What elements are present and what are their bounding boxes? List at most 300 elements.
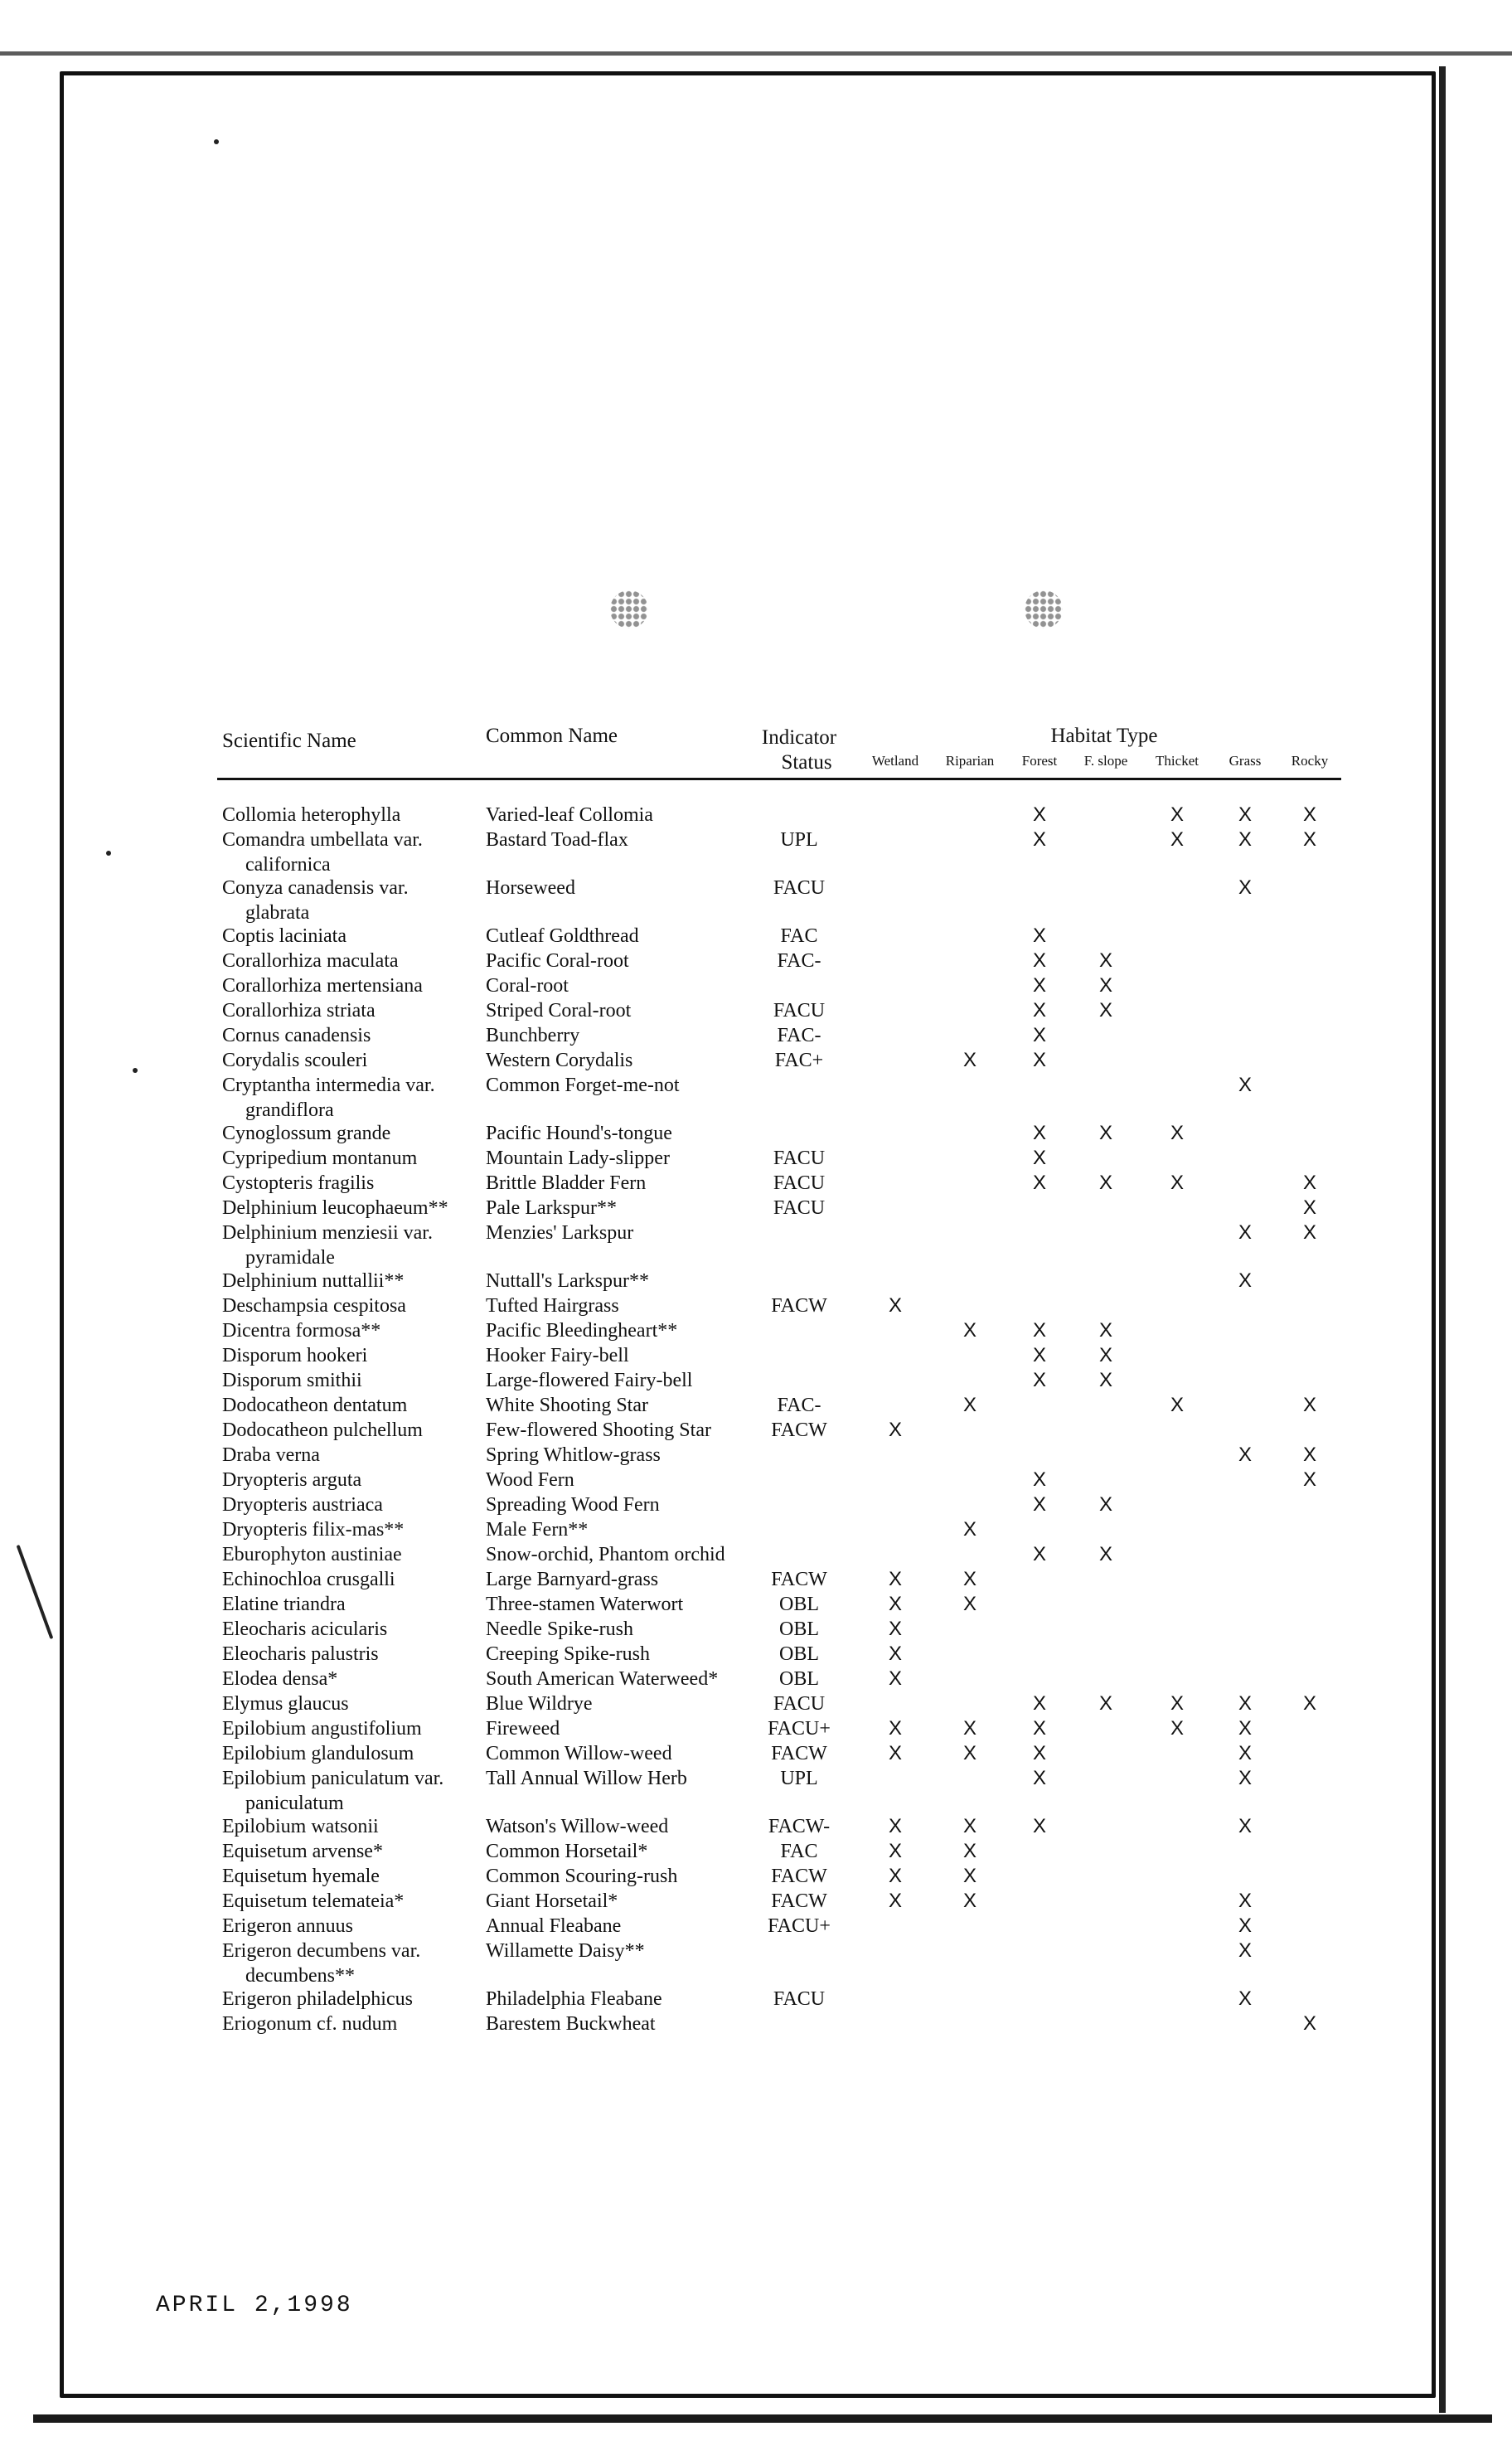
habitat-mark-grass: X: [1238, 1914, 1253, 1937]
common-name: Pacific Bleedingheart**: [486, 1320, 678, 1342]
habitat-mark-forest: X: [1032, 1717, 1047, 1740]
header-thicket: Thicket: [1156, 753, 1199, 769]
habitat-mark-thicket: X: [1170, 1717, 1185, 1740]
common-name: Coral-root: [486, 975, 569, 997]
scientific-name: [222, 1492, 383, 1517]
header-rule: [217, 778, 1341, 780]
habitat-mark-fslope: X: [1098, 974, 1113, 997]
habitat-mark-thicket: X: [1170, 1394, 1185, 1416]
table-row: [0, 1814, 1512, 1839]
habitat-mark-rocky: X: [1302, 1444, 1317, 1466]
scientific-name-line: Dodocatheon pulchellum: [222, 1419, 423, 1441]
scientific-name-line: Dryopteris austriaca: [222, 1494, 383, 1516]
scientific-name-line: Eleocharis palustris: [222, 1643, 379, 1665]
scientific-name-line: Cystopteris fragilis: [222, 1172, 375, 1194]
habitat-mark-grass: X: [1238, 803, 1253, 826]
table-row: [0, 1889, 1512, 1914]
scientific-name: [222, 1171, 374, 1196]
habitat-mark-grass: X: [1238, 1890, 1253, 1912]
habitat-mark-thicket: X: [1170, 828, 1185, 851]
habitat-mark-riparian: X: [962, 1049, 977, 1071]
habitat-mark-grass: X: [1238, 1444, 1253, 1466]
scientific-name-line: Cornus canadensis: [222, 1025, 371, 1046]
scientific-name-line: Comandra umbellata var.: [222, 829, 423, 851]
habitat-mark-grass: X: [1238, 1767, 1253, 1789]
scientific-name-continuation: glabrata: [245, 902, 310, 924]
habitat-mark-wetland: X: [888, 1865, 903, 1887]
table-row: [0, 2012, 1512, 2036]
habitat-mark-forest: X: [1032, 949, 1047, 972]
common-name: Three-stamen Waterwort: [486, 1594, 684, 1615]
header-forest: Forest: [1021, 753, 1058, 769]
common-name: White Shooting Star: [486, 1395, 648, 1416]
common-name: Horseweed: [486, 877, 575, 899]
common-name: Bastard Toad-flax: [486, 829, 628, 851]
common-name: Giant Horsetail*: [486, 1890, 618, 1912]
table-row: [0, 1914, 1512, 1939]
table-row: [0, 1023, 1512, 1048]
table-row: [0, 973, 1512, 998]
habitat-mark-forest: X: [1032, 1543, 1047, 1565]
common-name: Mountain Lady-slipper: [486, 1148, 670, 1169]
indicator-status: FACU: [773, 1693, 826, 1715]
habitat-mark-forest: X: [1032, 1493, 1047, 1516]
habitat-mark-rocky: X: [1302, 1468, 1317, 1491]
scientific-name: [222, 1617, 387, 1642]
habitat-mark-fslope: X: [1098, 1493, 1113, 1516]
scientific-name: [222, 1542, 402, 1567]
habitat-mark-forest: X: [1032, 1049, 1047, 1071]
scientific-name-line: Cynoglossum grande: [222, 1123, 391, 1144]
common-name: Common Horsetail*: [486, 1841, 648, 1862]
scientific-name-continuation: pyramidale: [245, 1247, 335, 1269]
scientific-name-continuation: grandiflora: [245, 1099, 334, 1121]
scientific-name-line: Dryopteris arguta: [222, 1469, 362, 1491]
habitat-mark-riparian: X: [962, 1717, 977, 1740]
habitat-mark-rocky: X: [1302, 828, 1317, 851]
table-row: [0, 1691, 1512, 1716]
scientific-name-line: Corydalis scouleri: [222, 1050, 368, 1071]
scientific-name: [222, 2012, 397, 2036]
scan-speck: [214, 139, 219, 144]
scientific-name: [222, 1741, 414, 1766]
scientific-name-line: Equisetum hyemale: [222, 1866, 380, 1887]
scientific-name-line: Disporum smithii: [222, 1370, 362, 1391]
habitat-mark-forest: X: [1032, 1344, 1047, 1366]
scientific-name: [222, 973, 423, 998]
scientific-name: [222, 1567, 395, 1592]
common-name: Pacific Hound's-tongue: [486, 1123, 672, 1144]
indicator-status: FACW: [771, 1295, 827, 1317]
habitat-mark-wetland: X: [888, 1294, 903, 1317]
scientific-name: [222, 1418, 423, 1443]
header-common-name: Common Name: [486, 725, 618, 747]
punch-hole-mark: [1025, 590, 1063, 628]
table-row: [0, 1418, 1512, 1443]
common-name: Western Corydalis: [486, 1050, 633, 1071]
habitat-mark-grass: X: [1238, 1987, 1253, 2010]
habitat-mark-wetland: X: [888, 1667, 903, 1690]
indicator-status: UPL: [780, 1768, 818, 1789]
table-row: [0, 1939, 1512, 1987]
scientific-name-line: Echinochloa crusgalli: [222, 1569, 395, 1590]
common-name: Striped Coral-root: [486, 1000, 632, 1022]
habitat-mark-forest: X: [1032, 1468, 1047, 1491]
indicator-status: FAC-: [777, 1025, 821, 1046]
habitat-mark-wetland: X: [888, 1840, 903, 1862]
indicator-status: FACU+: [768, 1718, 831, 1740]
scientific-name: [222, 1023, 371, 1048]
indicator-status: UPL: [780, 829, 818, 851]
indicator-status: FACW: [771, 1569, 827, 1590]
habitat-mark-thicket: X: [1170, 1122, 1185, 1144]
common-name: Willamette Daisy**: [486, 1940, 645, 1962]
habitat-mark-forest: X: [1032, 803, 1047, 826]
scientific-name-line: Equisetum arvense*: [222, 1841, 383, 1862]
table-row: [0, 1642, 1512, 1667]
indicator-status: OBL: [779, 1643, 819, 1665]
indicator-status: FAC-: [777, 950, 821, 972]
common-name: Creeping Spike-rush: [486, 1643, 650, 1665]
scientific-name-line: Collomia heterophylla: [222, 804, 401, 826]
indicator-status: FACU: [773, 1000, 826, 1022]
habitat-mark-thicket: X: [1170, 803, 1185, 826]
scientific-name-continuation: decumbens**: [245, 1965, 355, 1987]
table-row: [0, 1741, 1512, 1766]
scientific-name-line: Eleocharis acicularis: [222, 1618, 388, 1640]
indicator-status: FAC: [780, 1841, 818, 1862]
table-row: [0, 924, 1512, 949]
common-name: Hooker Fairy-bell: [486, 1345, 629, 1366]
species-table-body: [0, 803, 1512, 2036]
common-name: Philadelphia Fleabane: [486, 1988, 662, 2010]
table-row: [0, 1220, 1512, 1269]
habitat-mark-riparian: X: [962, 1742, 977, 1764]
indicator-status: FACU: [773, 877, 826, 899]
scientific-name: [222, 1889, 404, 1914]
common-name: Snow-orchid, Phantom orchid: [486, 1544, 725, 1565]
scientific-name-line: Elodea densa*: [222, 1668, 338, 1690]
common-name: South American Waterweed*: [486, 1668, 719, 1690]
habitat-mark-grass: X: [1238, 1074, 1253, 1096]
scientific-name: [222, 1766, 443, 1816]
habitat-mark-wetland: X: [888, 1618, 903, 1640]
common-name: Few-flowered Shooting Star: [486, 1419, 711, 1441]
scientific-name: [222, 803, 400, 827]
scientific-name-line: Eburophyton austiniae: [222, 1544, 402, 1565]
header-rocky: Rocky: [1291, 753, 1329, 769]
scientific-name-line: Dicentra formosa**: [222, 1320, 381, 1342]
habitat-mark-riparian: X: [962, 1865, 977, 1887]
scientific-name: [222, 1269, 404, 1293]
scientific-name: [222, 1517, 404, 1542]
habitat-mark-forest: X: [1032, 1815, 1047, 1837]
habitat-mark-fslope: X: [1098, 1692, 1113, 1715]
scientific-name-line: Dryopteris filix-mas**: [222, 1519, 405, 1541]
table-row: [0, 1269, 1512, 1293]
table-row: [0, 876, 1512, 924]
habitat-mark-forest: X: [1032, 828, 1047, 851]
habitat-mark-riparian: X: [962, 1319, 977, 1342]
indicator-status: FACU: [773, 1197, 826, 1219]
scientific-name: [222, 1318, 380, 1343]
habitat-mark-wetland: X: [888, 1742, 903, 1764]
table-row: [0, 1839, 1512, 1864]
indicator-status: FACW-: [768, 1816, 831, 1837]
scientific-name-line: Disporum hookeri: [222, 1345, 368, 1366]
habitat-mark-grass: X: [1238, 1221, 1253, 1244]
scientific-name: [222, 1864, 380, 1889]
common-name: Large Barnyard-grass: [486, 1569, 659, 1590]
table-row: [0, 1146, 1512, 1171]
scientific-name: [222, 1939, 420, 1988]
scientific-name-line: Erigeron decumbens var.: [222, 1940, 421, 1962]
scientific-name-line: Elymus glaucus: [222, 1693, 349, 1715]
header-status: Status: [781, 751, 832, 774]
habitat-mark-riparian: X: [962, 1394, 977, 1416]
habitat-mark-forest: X: [1032, 1122, 1047, 1144]
scientific-name: [222, 827, 423, 877]
header-f-slope: F. slope: [1083, 753, 1128, 769]
indicator-status: FACU+: [768, 1915, 831, 1937]
scientific-name-line: Equisetum telemateia*: [222, 1890, 405, 1912]
scientific-name: [222, 1839, 383, 1864]
habitat-mark-rocky: X: [1302, 803, 1317, 826]
habitat-mark-rocky: X: [1302, 2012, 1317, 2035]
table-row: [0, 1318, 1512, 1343]
habitat-mark-forest: X: [1032, 1172, 1047, 1194]
table-row: [0, 1393, 1512, 1418]
habitat-mark-forest: X: [1032, 1692, 1047, 1715]
scientific-name: [222, 1146, 417, 1171]
indicator-status: FACU: [773, 1172, 826, 1194]
common-name: Wood Fern: [486, 1469, 574, 1491]
habitat-mark-forest: X: [1032, 1369, 1047, 1391]
habitat-mark-grass: X: [1238, 828, 1253, 851]
habitat-mark-riparian: X: [962, 1593, 977, 1615]
common-name: Needle Spike-rush: [486, 1618, 633, 1640]
habitat-mark-forest: X: [1032, 999, 1047, 1022]
table-row: [0, 1517, 1512, 1542]
scientific-name-line: Cypripedium montanum: [222, 1148, 418, 1169]
table-row: [0, 949, 1512, 973]
scientific-name-line: Elatine triandra: [222, 1594, 346, 1615]
scientific-name: [222, 1716, 422, 1741]
common-name: Large-flowered Fairy-bell: [486, 1370, 693, 1391]
habitat-mark-thicket: X: [1170, 1692, 1185, 1715]
indicator-status: OBL: [779, 1668, 819, 1690]
common-name: Tall Annual Willow Herb: [486, 1768, 687, 1789]
table-row: [0, 1121, 1512, 1146]
habitat-mark-riparian: X: [962, 1890, 977, 1912]
header-scientific-name: Scientific Name: [222, 730, 356, 752]
table-row: [0, 1617, 1512, 1642]
habitat-mark-fslope: X: [1098, 1319, 1113, 1342]
habitat-mark-forest: X: [1032, 1319, 1047, 1342]
table-row: [0, 1766, 1512, 1814]
habitat-mark-fslope: X: [1098, 999, 1113, 1022]
indicator-status: FACW: [771, 1743, 827, 1764]
scientific-name-line: Epilobium paniculatum var.: [222, 1768, 444, 1789]
habitat-mark-thicket: X: [1170, 1172, 1185, 1194]
indicator-status: OBL: [779, 1618, 819, 1640]
header-indicator: Indicator: [761, 726, 837, 749]
scientific-name: [222, 1667, 337, 1691]
common-name: Common Scouring-rush: [486, 1866, 678, 1887]
habitat-mark-rocky: X: [1302, 1394, 1317, 1416]
scientific-name-line: Cryptantha intermedia var.: [222, 1075, 435, 1096]
table-row: [0, 827, 1512, 876]
habitat-mark-rocky: X: [1302, 1172, 1317, 1194]
table-row: [0, 1468, 1512, 1492]
common-name: Pacific Coral-root: [486, 950, 629, 972]
common-name: Varied-leaf Collomia: [486, 804, 653, 826]
scientific-name: [222, 1393, 407, 1418]
common-name: Watson's Willow-weed: [486, 1816, 669, 1837]
common-name: Bunchberry: [486, 1025, 580, 1046]
table-row: [0, 1171, 1512, 1196]
habitat-mark-fslope: X: [1098, 949, 1113, 972]
common-name: Common Willow-weed: [486, 1743, 672, 1764]
scientific-name: [222, 1691, 349, 1716]
habitat-mark-forest: X: [1032, 974, 1047, 997]
scan-edge-top: [0, 51, 1512, 56]
habitat-mark-wetland: X: [888, 1890, 903, 1912]
scientific-name-line: Draba verna: [222, 1444, 320, 1466]
scientific-name-line: Epilobium glandulosum: [222, 1743, 414, 1764]
common-name: Spring Whitlow-grass: [486, 1444, 661, 1466]
table-row: [0, 1567, 1512, 1592]
common-name: Barestem Buckwheat: [486, 2013, 656, 2035]
habitat-mark-grass: X: [1238, 1939, 1253, 1962]
table-row: [0, 1492, 1512, 1517]
scientific-name-line: Eriogonum cf. nudum: [222, 2013, 398, 2035]
habitat-mark-riparian: X: [962, 1518, 977, 1541]
habitat-mark-wetland: X: [888, 1568, 903, 1590]
habitat-mark-wetland: X: [888, 1717, 903, 1740]
habitat-mark-wetland: X: [888, 1419, 903, 1441]
habitat-mark-riparian: X: [962, 1840, 977, 1862]
table-row: [0, 1592, 1512, 1617]
table-row: [0, 803, 1512, 827]
scientific-name-line: Epilobium watsonii: [222, 1816, 379, 1837]
scientific-name: [222, 1343, 367, 1368]
habitat-mark-fslope: X: [1098, 1543, 1113, 1565]
table-row: [0, 1196, 1512, 1220]
common-name: Pale Larkspur**: [486, 1197, 617, 1219]
scientific-name: [222, 1220, 433, 1270]
header-habitat-type: Habitat Type: [1050, 725, 1158, 747]
indicator-status: FACW: [771, 1890, 827, 1912]
indicator-status: FAC+: [774, 1050, 824, 1071]
scientific-name: [222, 1443, 320, 1468]
scientific-name: [222, 1121, 390, 1146]
scientific-name-line: Coptis laciniata: [222, 925, 346, 947]
scientific-name: [222, 998, 376, 1023]
habitat-mark-riparian: X: [962, 1568, 977, 1590]
scientific-name: [222, 1048, 367, 1073]
habitat-mark-fslope: X: [1098, 1122, 1113, 1144]
scientific-name: [222, 1196, 448, 1220]
habitat-mark-rocky: X: [1302, 1221, 1317, 1244]
indicator-status: FACU: [773, 1988, 826, 2010]
punch-hole-mark: [610, 590, 648, 628]
habitat-mark-fslope: X: [1098, 1344, 1113, 1366]
table-header: [0, 720, 1512, 778]
common-name: Spreading Wood Fern: [486, 1494, 660, 1516]
common-name: Tufted Hairgrass: [486, 1295, 619, 1317]
table-row: [0, 1864, 1512, 1889]
habitat-mark-rocky: X: [1302, 1196, 1317, 1219]
scientific-name: [222, 1814, 379, 1839]
scientific-name-line: Deschampsia cespitosa: [222, 1295, 406, 1317]
scientific-name: [222, 1073, 435, 1123]
scientific-name: [222, 876, 409, 925]
scientific-name-line: Erigeron annuus: [222, 1915, 353, 1937]
habitat-mark-grass: X: [1238, 1692, 1253, 1715]
habitat-mark-rocky: X: [1302, 1692, 1317, 1715]
indicator-status: FACW: [771, 1866, 827, 1887]
scientific-name-line: Corallorhiza mertensiana: [222, 975, 423, 997]
table-row: [0, 1293, 1512, 1318]
habitat-mark-forest: X: [1032, 1147, 1047, 1169]
habitat-mark-wetland: X: [888, 1593, 903, 1615]
scientific-name: [222, 924, 346, 949]
scientific-name-line: Delphinium leucophaeum**: [222, 1197, 448, 1219]
indicator-status: FACU: [773, 1148, 826, 1169]
scientific-name: [222, 1642, 379, 1667]
common-name: Fireweed: [486, 1718, 560, 1740]
scientific-name-line: Corallorhiza striata: [222, 1000, 376, 1022]
scientific-name-line: Erigeron philadelphicus: [222, 1988, 413, 2010]
date-footer: APRIL 2,1998: [156, 2293, 353, 2318]
common-name: Cutleaf Goldthread: [486, 925, 639, 947]
habitat-mark-fslope: X: [1098, 1172, 1113, 1194]
table-row: [0, 1343, 1512, 1368]
scientific-name: [222, 1987, 413, 2012]
table-row: [0, 1048, 1512, 1073]
scientific-name-line: Epilobium angustifolium: [222, 1718, 422, 1740]
indicator-status: FAC-: [777, 1395, 821, 1416]
scientific-name-line: Delphinium nuttallii**: [222, 1270, 405, 1292]
header-grass: Grass: [1228, 753, 1262, 769]
habitat-mark-grass: X: [1238, 1815, 1253, 1837]
table-row: [0, 1667, 1512, 1691]
scientific-name-line: Delphinium menziesii var.: [222, 1222, 433, 1244]
common-name: Blue Wildrye: [486, 1693, 593, 1715]
habitat-mark-grass: X: [1238, 1717, 1253, 1740]
indicator-status: FACW: [771, 1419, 827, 1441]
habitat-mark-fslope: X: [1098, 1369, 1113, 1391]
table-row: [0, 1368, 1512, 1393]
scientific-name-line: Corallorhiza maculata: [222, 950, 399, 972]
scientific-name: [222, 949, 399, 973]
scientific-name: [222, 1468, 361, 1492]
table-row: [0, 1542, 1512, 1567]
scientific-name: [222, 1592, 346, 1617]
table-row: [0, 1073, 1512, 1121]
habitat-mark-forest: X: [1032, 1742, 1047, 1764]
habitat-mark-grass: X: [1238, 876, 1253, 899]
header-riparian: Riparian: [945, 753, 995, 769]
indicator-status: FAC: [780, 925, 818, 947]
scientific-name: [222, 1914, 353, 1939]
habitat-mark-wetland: X: [888, 1643, 903, 1665]
habitat-mark-forest: X: [1032, 924, 1047, 947]
scientific-name-continuation: californica: [245, 854, 331, 876]
scientific-name-continuation: paniculatum: [245, 1793, 344, 1814]
habitat-mark-forest: X: [1032, 1767, 1047, 1789]
